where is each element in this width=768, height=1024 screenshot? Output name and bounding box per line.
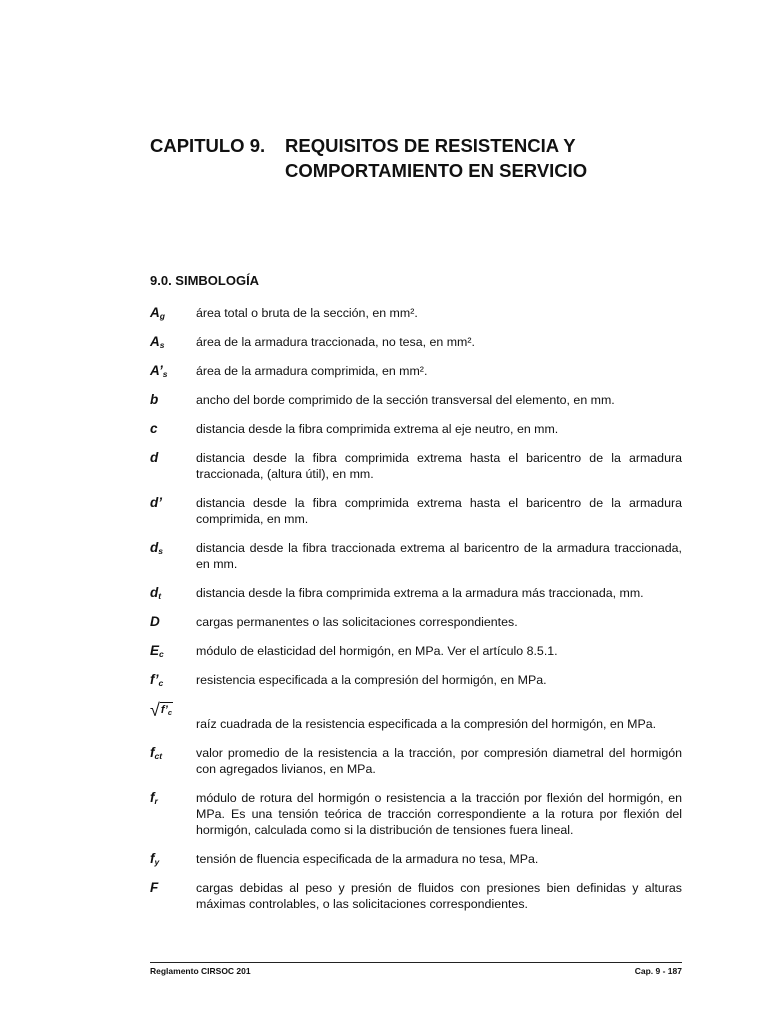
definition-row [150, 392, 682, 408]
symbol-subscript: r [154, 796, 158, 806]
square-root-symbol [150, 701, 173, 719]
symbol-subscript: s [159, 340, 165, 350]
definition-row [150, 614, 682, 630]
definition-text: ancho del borde comprimido de la sección transversal del elemento, en mm. [196, 393, 615, 407]
definition-text: resistencia especificada a la compresión del hormigón, en MPa. [196, 673, 547, 687]
symbol-letter: f [150, 790, 155, 805]
symbol-subscript: ct [154, 751, 163, 761]
symbol-letter: d [150, 540, 159, 555]
section-heading: 9.0. SIMBOLOGÍA [150, 273, 260, 288]
definition-symbol [150, 421, 196, 437]
definition-text: distancia desde la fibra comprimida extrema hasta el baricentro de la armadura comprimida, en mm. [196, 496, 682, 526]
symbol-letter: d [150, 450, 159, 465]
symbol-subscript: g [159, 311, 165, 321]
symbol-subscript: c [159, 649, 164, 659]
definition-text: módulo de elasticidad del hormigón, en MPa. Ver el artículo 8.5.1. [196, 644, 558, 658]
definition-text: cargas permanentes o las solicitaciones correspondientes. [196, 615, 518, 629]
definition-symbol [150, 643, 196, 659]
definition-row [150, 585, 682, 601]
symbol-letter: d’ [150, 495, 162, 510]
symbol-letter: D [150, 614, 160, 629]
definition-row [150, 363, 682, 379]
symbol-letter: E [150, 643, 160, 658]
definition-symbol [150, 614, 196, 630]
symbol-letter: F [150, 880, 159, 895]
definition-symbol [150, 495, 196, 527]
symbol-letter: f [150, 851, 155, 866]
definition-row [150, 745, 682, 777]
definition-text: área total o bruta de la sección, en mm². [196, 306, 418, 320]
symbol-subscript: c [167, 708, 172, 717]
symbol-letter: f’ [160, 704, 168, 716]
chapter-number: CAPITULO 9. [150, 135, 266, 156]
definition-row [150, 880, 682, 912]
definition-text: distancia desde la fibra traccionada extrema al baricentro de la armadura traccionada, en mm. [196, 541, 682, 571]
symbol-letter: d [150, 585, 159, 600]
chapter-title-line-2: COMPORTAMIENTO EN SERVICIO [285, 160, 588, 181]
footer-page-number: Cap. 9 - 187 [634, 966, 682, 976]
definition-row [150, 421, 682, 437]
definition-symbol [150, 585, 196, 601]
definition-symbol [150, 540, 196, 572]
symbol-letter: A [150, 305, 160, 320]
symbol-subscript: s [162, 369, 168, 379]
symbol-subscript: s [158, 546, 163, 556]
definition-symbol [150, 672, 196, 688]
definition-text: distancia desde la fibra comprimida extrema hasta el baricentro de la armadura traccionada, (altura útil), en mm. [196, 451, 682, 481]
definition-text: distancia desde la fibra comprimida extrema a la armadura más traccionada, mm. [196, 586, 644, 600]
chapter-title-line-1: REQUISITOS DE RESISTENCIA Y [285, 135, 576, 156]
definition-symbol [150, 305, 196, 321]
page-footer [150, 962, 682, 976]
symbol-letter: c [150, 421, 158, 436]
symbol-subscript: y [154, 857, 160, 867]
radical-sign-icon: √ [150, 700, 160, 720]
definition-symbol [150, 880, 196, 912]
definition-row [150, 334, 682, 350]
definition-row [150, 305, 682, 321]
definition-text: distancia desde la fibra comprimida extrema al eje neutro, en mm. [196, 422, 559, 436]
symbol-definitions-list [150, 305, 682, 925]
definition-symbol [150, 334, 196, 350]
definition-text: módulo de rotura del hormigón o resistencia a la tracción por flexión del hormigón, en MPa. Es una tensión teórica de tracción correspondiente a la rotura por flexión del hormigón, calculada como si la distribución de tensiones fuera lineal. [196, 791, 682, 837]
definition-row [150, 672, 682, 688]
footer-left: Reglamento CIRSOC 201 [150, 966, 251, 976]
definition-text: área de la armadura comprimida, en mm². [196, 364, 428, 378]
definition-symbol [150, 392, 196, 408]
definition-row [150, 851, 682, 867]
definition-symbol [150, 745, 196, 777]
radicand [160, 702, 173, 717]
symbol-letter: A’ [150, 363, 163, 378]
symbol-letter: f [150, 745, 155, 760]
definition-symbol [150, 701, 196, 732]
definition-text: cargas debidas al peso y presión de fluidos con presiones bien definidas y alturas máximas controlables, o las solicitaciones correspondientes. [196, 881, 682, 911]
symbol-letter: b [150, 392, 159, 407]
definition-symbol [150, 363, 196, 379]
symbol-subscript: c [158, 678, 164, 688]
symbol-subscript: t [158, 591, 162, 601]
definition-row [150, 495, 682, 527]
definition-text: tensión de fluencia especificada de la armadura no tesa, MPa. [196, 852, 539, 866]
chapter-title [285, 133, 710, 183]
symbol-letter: A [150, 334, 160, 349]
chapter-heading [150, 133, 710, 183]
definition-row [150, 701, 682, 732]
definition-row [150, 790, 682, 838]
definition-symbol [150, 790, 196, 838]
definition-row [150, 450, 682, 482]
definition-row [150, 540, 682, 572]
definition-symbol [150, 450, 196, 482]
definition-row [150, 643, 682, 659]
definition-symbol [150, 851, 196, 867]
definition-text: valor promedio de la resistencia a la tracción, por compresión diametral del hormigón con agregados livianos, en MPa. [196, 746, 682, 776]
definition-text: raíz cuadrada de la resistencia especificada a la compresión del hormigón, en MPa. [196, 717, 657, 731]
definition-text: área de la armadura traccionada, no tesa, en mm². [196, 335, 475, 349]
symbol-letter: f’ [150, 672, 159, 687]
